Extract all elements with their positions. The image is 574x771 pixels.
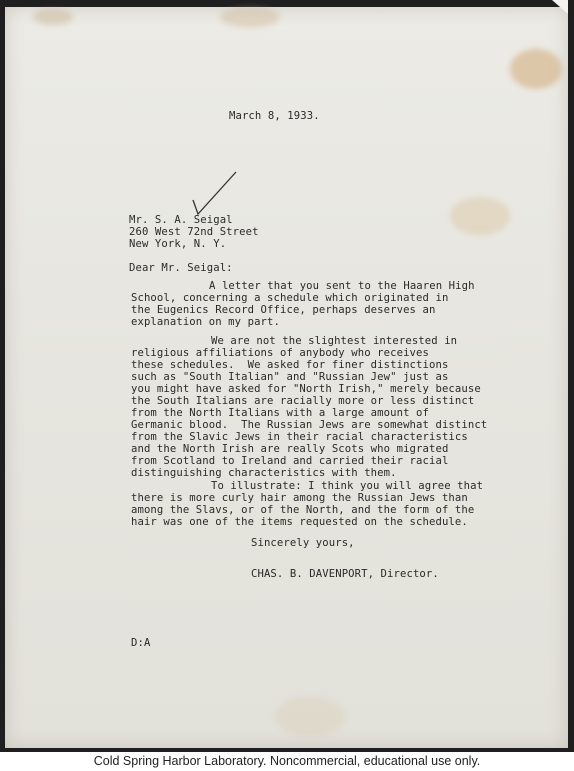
letter-date: March 8, 1933. [229,110,320,122]
paragraph-line: We are not the slightest interested in [211,335,458,347]
folded-corner [552,0,568,14]
paragraph-line: religious affiliations of anybody who receives [131,347,429,359]
typist-initials: D:A [131,637,151,649]
closing: Sincerely yours, [251,537,355,549]
paragraph-line: from the Slavic Jews in their racial characteristics [131,431,468,443]
paragraph-line: from Scotland to Ireland and carried their racial [131,455,449,467]
addressee-city: New York, N. Y. [129,238,227,250]
paragraph-line: hair was one of the items requested on the schedule. [131,516,468,528]
salutation: Dear Mr. Seigal: [129,262,233,274]
paragraph-line: School, concerning a schedule which originated in [131,292,449,304]
paragraph-line: from the North Italians with a large amount of [131,407,429,419]
paper-stain [510,49,562,89]
paragraph-line: A letter that you sent to the Haaren High [209,280,475,292]
addressee-street: 260 West 72nd Street [129,226,259,238]
paper-stain [275,697,345,737]
paragraph-line: distinguishing characteristics with them. [131,467,397,479]
addressee-name: Mr. S. A. Seigal [129,214,233,226]
paragraph-line: there is more curly hair among the Russian Jews than [131,492,468,504]
footer-credit: Cold Spring Harbor Laboratory. Noncommercial, educational use only. [0,752,574,771]
paper-stain [33,9,73,25]
paragraph-line: explanation on my part. [131,316,280,328]
paragraph-line: the Eugenics Record Office, perhaps deserves an [131,304,436,316]
paragraph-line: you might have asked for "North Irish," merely because [131,383,481,395]
paragraph-line: To illustrate: I think you will agree that [211,480,484,492]
check-mark-icon [190,170,240,216]
signature: CHAS. B. DAVENPORT, Director. [251,568,439,580]
paper-stain [220,7,280,27]
paragraph-line: these schedules. We asked for finer distinctions [131,359,449,371]
paragraph-line: the South Italians are racially more or less distinct [131,395,475,407]
paragraph-line: Germanic blood. The Russian Jews are somewhat distinct [131,419,488,431]
paragraph-line: such as "South Italian" and "Russian Jew" just as [131,371,449,383]
paper-stain [450,197,510,235]
paragraph-line: among the Slavs, or of the North, and the form of the [131,504,475,516]
paragraph-line: and the North Irish are really Scots who migrated [131,443,449,455]
